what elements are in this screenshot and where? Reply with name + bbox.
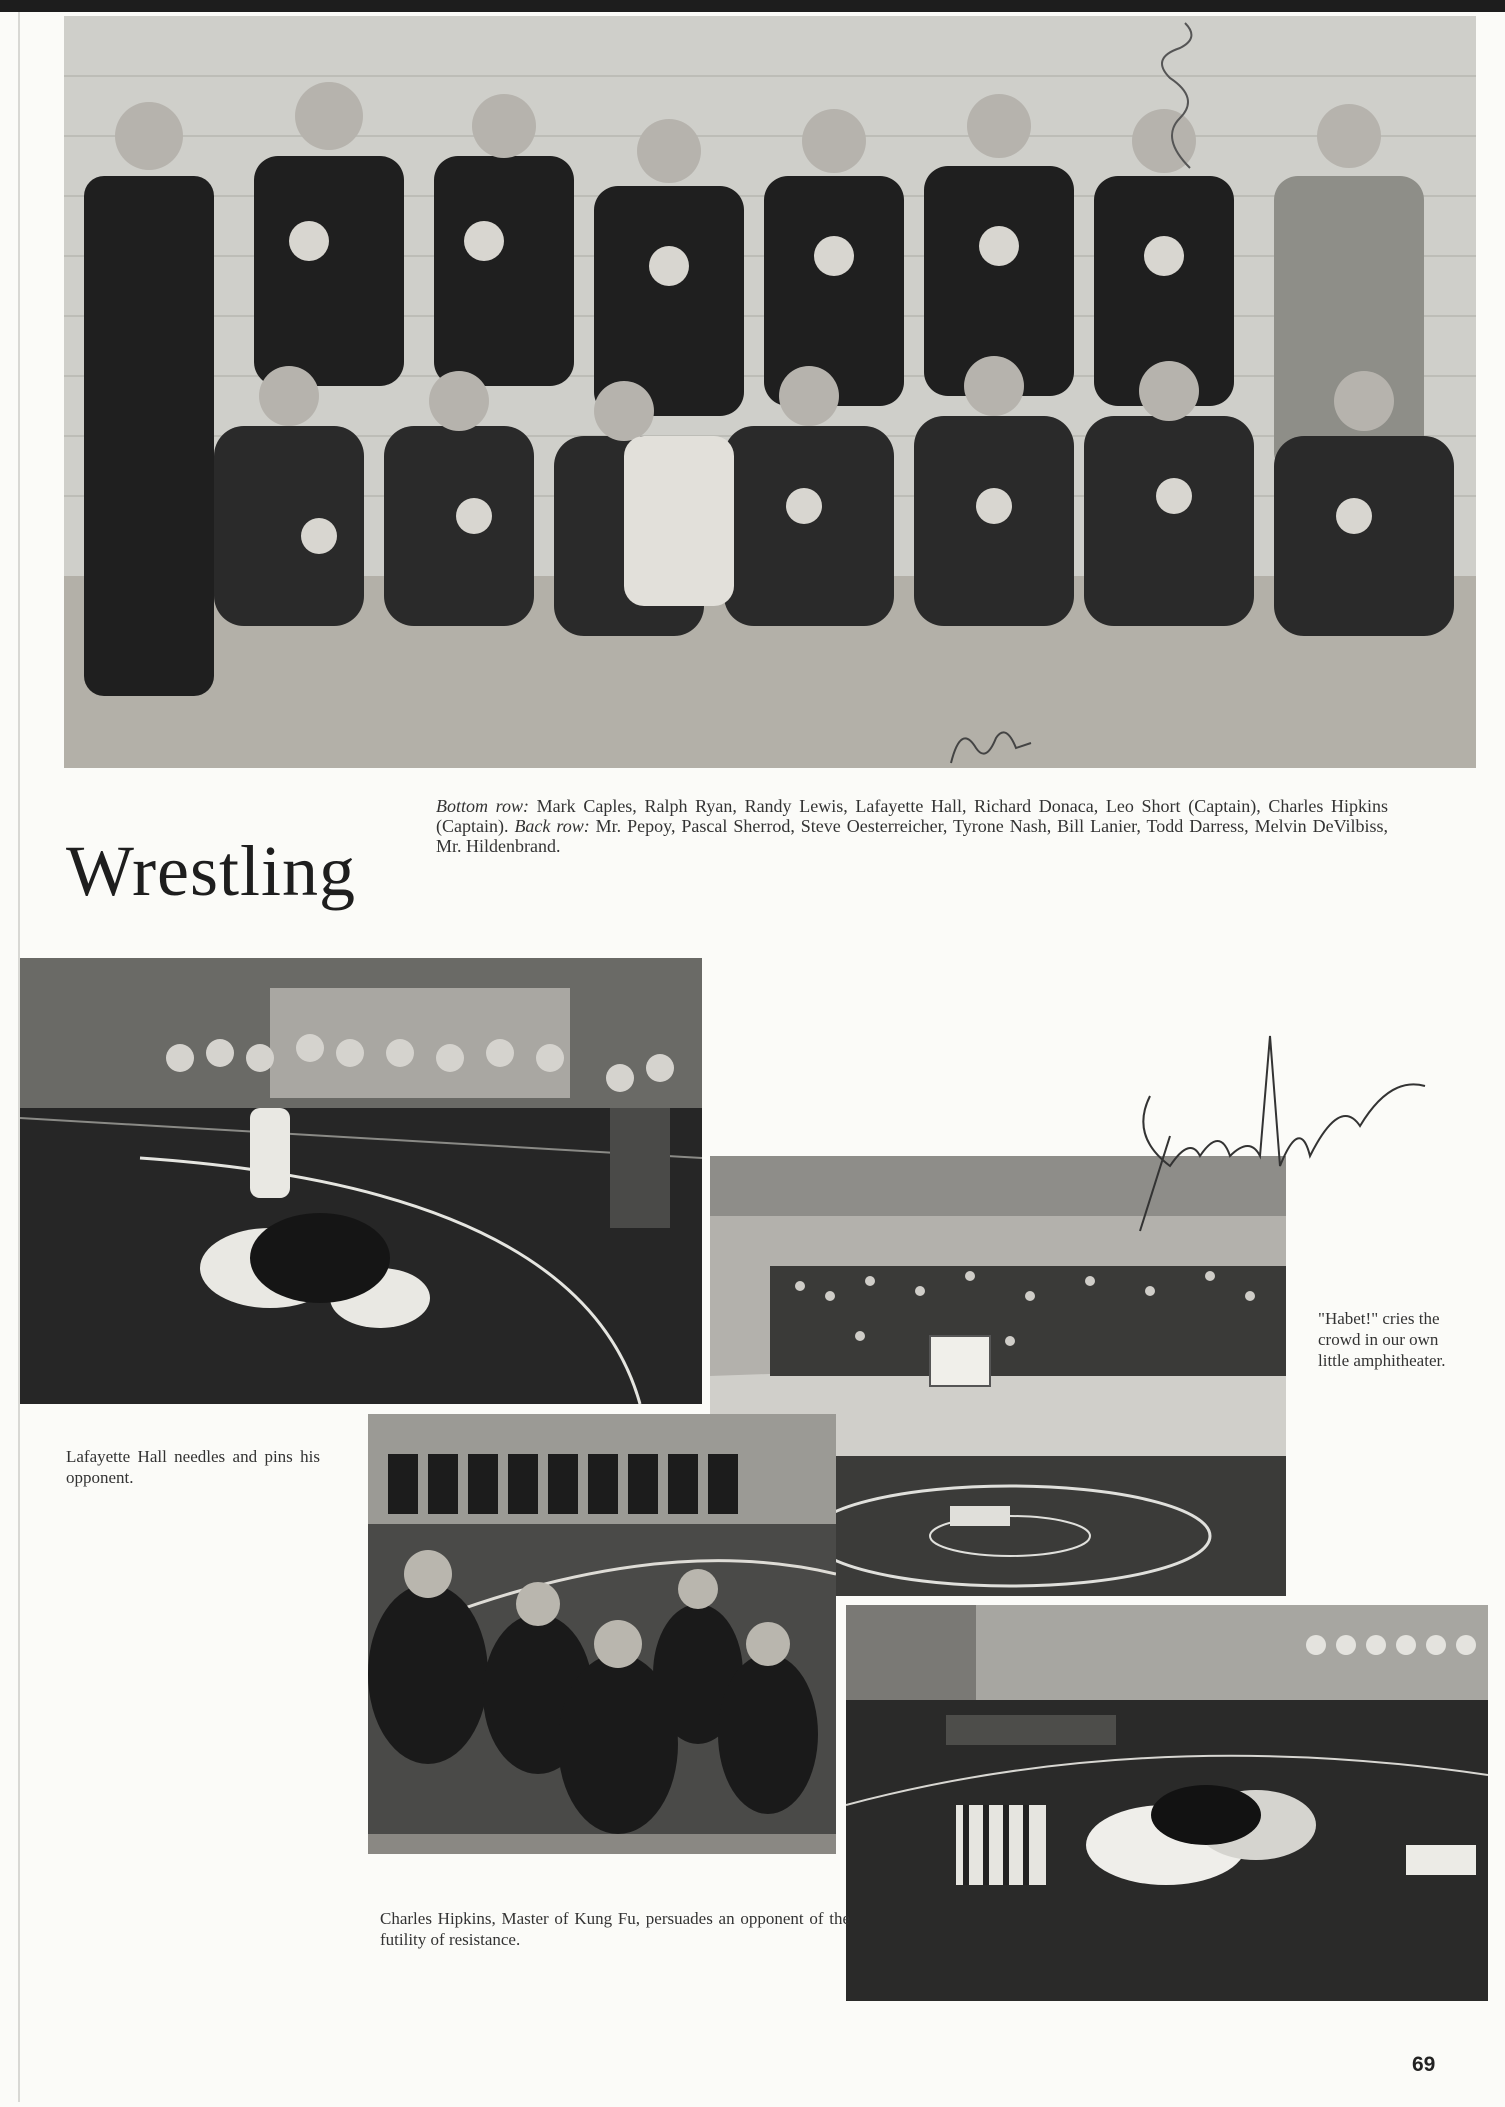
back-row-names: Mr. Pepoy, Pascal Sherrod, Steve Oesterreicher, Tyrone Nash, Bill Lanier, Todd Darress, Melvin DeVilbiss, Mr. Hildenbrand. xyxy=(436,816,1388,856)
crowd-photo xyxy=(368,1414,836,1854)
bottom-row-names: Mark Caples, Ralph Ryan, Randy Lewis, Lafayette Hall, Richard Donaca, Leo Short (Captain), Charles Hipkins (Captain). xyxy=(436,796,1389,836)
team-caption xyxy=(436,796,1388,856)
hipkins-match-photo xyxy=(846,1605,1488,2001)
hall-caption: Lafayette Hall needles and pins his opponent. xyxy=(66,1447,320,1487)
page-number: 69 xyxy=(1412,2053,1436,2076)
bottom-row-label: Bottom row: xyxy=(436,796,529,816)
back-row-label: Back row: xyxy=(514,816,590,836)
page-title: Wrestling xyxy=(66,831,357,911)
gym-caption: "Habet!" cries the crowd in our own little amphitheater. xyxy=(1318,1309,1446,1370)
hipkins-caption: Charles Hipkins, Master of Kung Fu, persuades an opponent of the futility of resistance. xyxy=(380,1909,850,1949)
team-photo xyxy=(64,16,1476,768)
hall-match-photo xyxy=(20,958,702,1404)
page-top-edge xyxy=(0,0,1505,12)
